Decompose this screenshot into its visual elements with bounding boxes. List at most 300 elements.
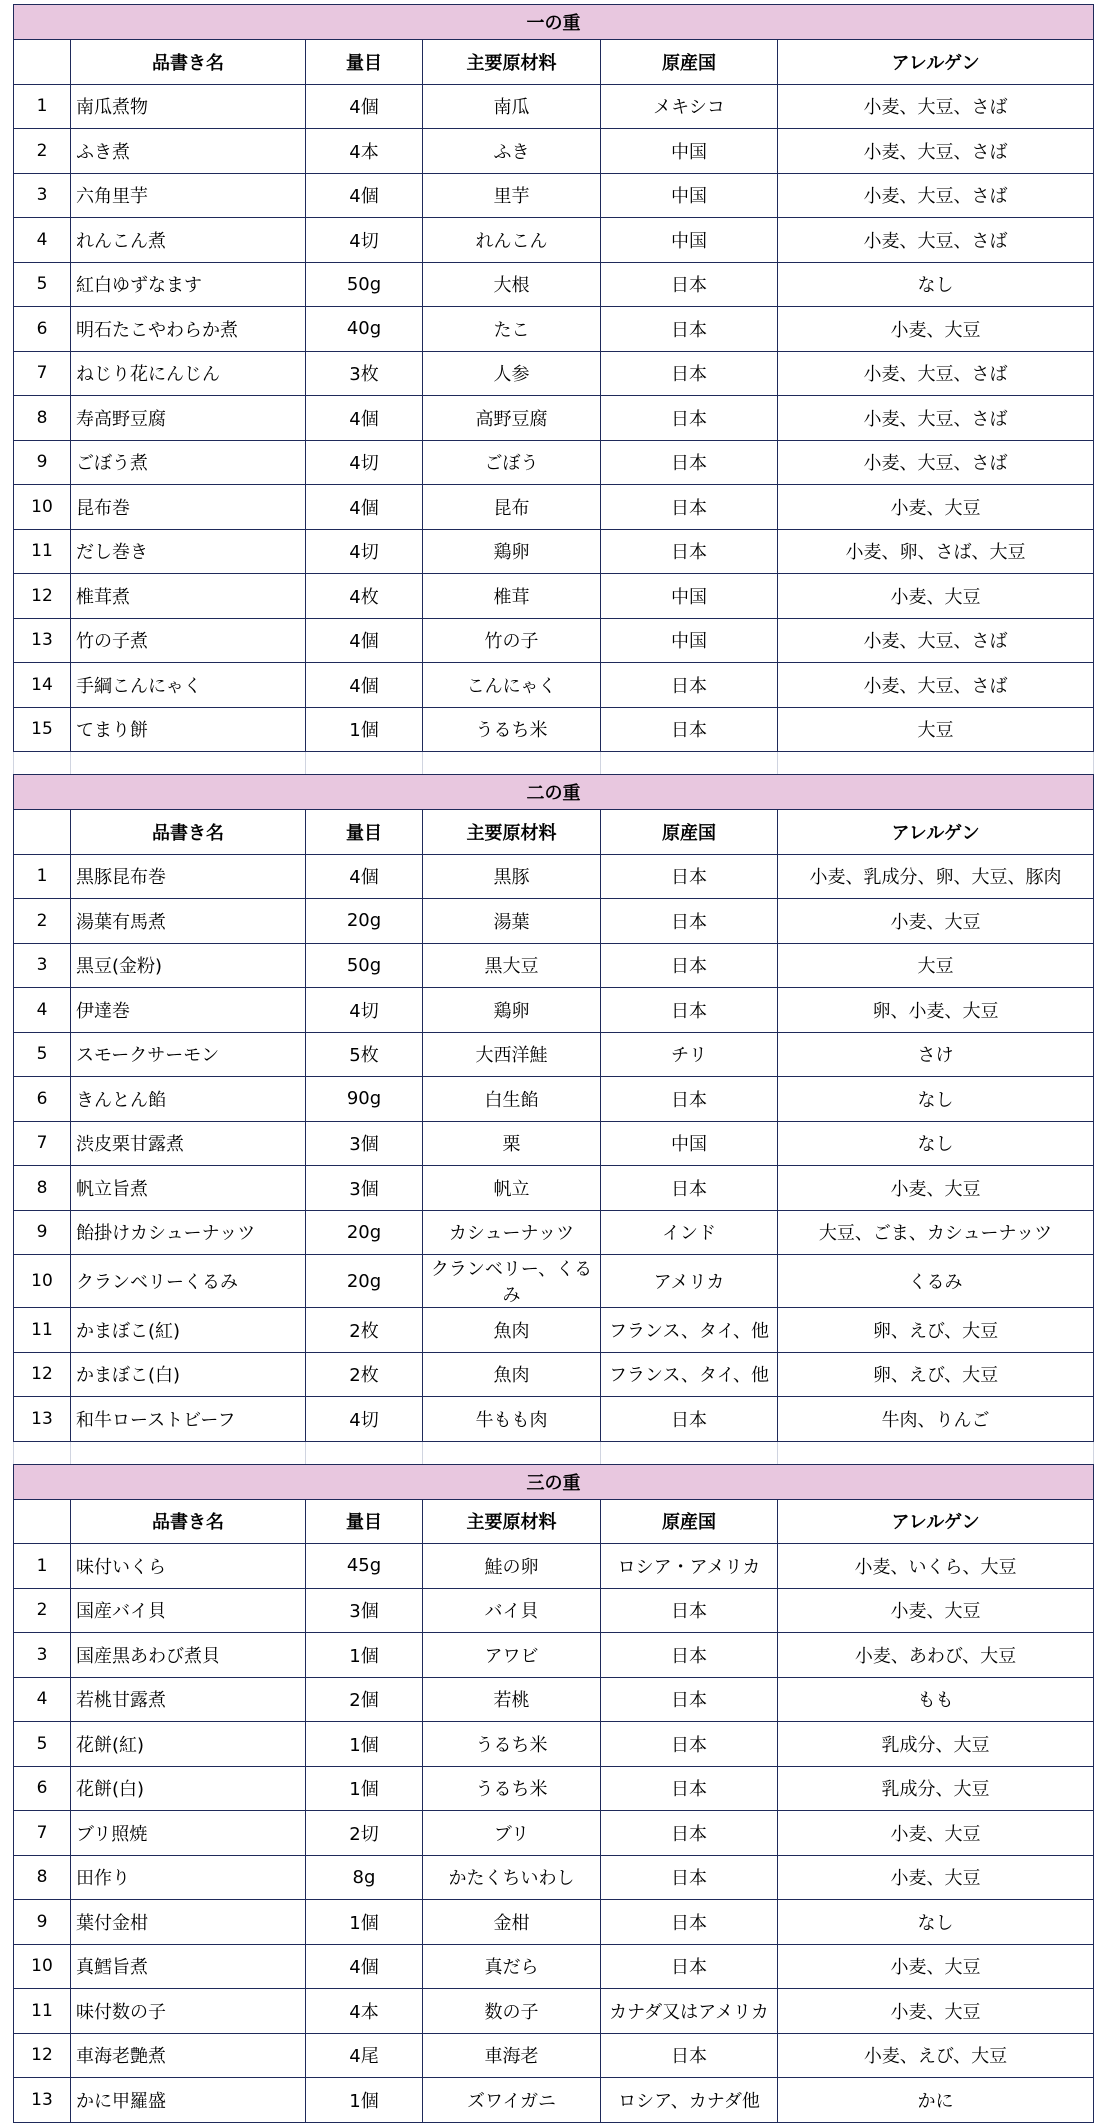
cell-qty: 3個	[306, 1166, 423, 1211]
table-row	[14, 1766, 1094, 1811]
cell-qty: 20g	[306, 1210, 423, 1255]
cell-origin: 日本	[601, 943, 778, 988]
cell-material: 黒豚	[423, 854, 601, 899]
cell-allergen: 小麦、大豆、さば	[778, 173, 1094, 218]
cell-name: れんこん煮	[71, 218, 306, 263]
cell-no: 2	[14, 1588, 71, 1633]
cell-qty: 4個	[306, 84, 423, 129]
cell-name: 飴掛けカシューナッツ	[71, 1210, 306, 1255]
cell-no: 9	[14, 1900, 71, 1945]
cell-material: 里芋	[423, 173, 601, 218]
cell-material: 魚肉	[423, 1352, 601, 1397]
cell-allergen: 小麦、えび、大豆	[778, 2033, 1094, 2078]
cell-name: 寿高野豆腐	[71, 396, 306, 441]
cell-qty: 20g	[306, 899, 423, 944]
cell-allergen: 小麦、大豆	[778, 1588, 1094, 1633]
cell-name: スモークサーモン	[71, 1032, 306, 1077]
cell-no: 12	[14, 1352, 71, 1397]
cell-allergen: 卵、えび、大豆	[778, 1308, 1094, 1353]
table-row	[14, 1077, 1094, 1122]
cell-qty: 4切	[306, 218, 423, 263]
cell-qty: 8g	[306, 1855, 423, 1900]
cell-allergen: もも	[778, 1677, 1094, 1722]
cell-material: 数の子	[423, 1989, 601, 2034]
cell-allergen: なし	[778, 1121, 1094, 1166]
cell-material: ふき	[423, 129, 601, 174]
table-row	[14, 1722, 1094, 1767]
cell-allergen: なし	[778, 262, 1094, 307]
cell-name: 花餅(白)	[71, 1766, 306, 1811]
cell-origin: 日本	[601, 1077, 778, 1122]
spacer-cell	[423, 1441, 601, 1464]
cell-material: 鶏卵	[423, 529, 601, 574]
cell-allergen: 乳成分、大豆	[778, 1722, 1094, 1767]
cell-no: 4	[14, 218, 71, 263]
cell-name: だし巻き	[71, 529, 306, 574]
cell-no: 6	[14, 307, 71, 352]
spacer-cell	[601, 752, 778, 775]
cell-origin: 日本	[601, 1766, 778, 1811]
cell-no: 6	[14, 1766, 71, 1811]
cell-material: 高野豆腐	[423, 396, 601, 441]
cell-allergen: 小麦、大豆	[778, 574, 1094, 619]
cell-name: 和牛ローストビーフ	[71, 1397, 306, 1442]
table-row	[14, 1677, 1094, 1722]
column-header-no	[14, 40, 71, 85]
cell-qty: 90g	[306, 1077, 423, 1122]
cell-allergen: さけ	[778, 1032, 1094, 1077]
cell-origin: 中国	[601, 218, 778, 263]
cell-no: 10	[14, 485, 71, 530]
cell-material: 黒大豆	[423, 943, 601, 988]
cell-qty: 1個	[306, 1900, 423, 1945]
cell-name: 明石たこやわらか煮	[71, 307, 306, 352]
cell-qty: 4本	[306, 129, 423, 174]
cell-material: ごぼう	[423, 440, 601, 485]
cell-origin: 日本	[601, 854, 778, 899]
cell-name: ねじり花にんじん	[71, 351, 306, 396]
section-spacer	[14, 752, 1094, 775]
cell-no: 1	[14, 854, 71, 899]
cell-qty: 50g	[306, 943, 423, 988]
table-row	[14, 1544, 1094, 1589]
table-row	[14, 1308, 1094, 1353]
column-header-name: 品書き名	[71, 1499, 306, 1544]
cell-allergen: 卵、えび、大豆	[778, 1352, 1094, 1397]
cell-allergen: 小麦、大豆、さば	[778, 84, 1094, 129]
cell-origin: 日本	[601, 1811, 778, 1856]
cell-no: 10	[14, 1944, 71, 1989]
cell-material: うるち米	[423, 1766, 601, 1811]
cell-qty: 1個	[306, 1722, 423, 1767]
spacer-cell	[778, 752, 1094, 775]
cell-name: 南瓜煮物	[71, 84, 306, 129]
column-header-allergen: アレルゲン	[778, 1499, 1094, 1544]
spacer-cell	[601, 1441, 778, 1464]
cell-no: 7	[14, 1121, 71, 1166]
cell-origin: 日本	[601, 1900, 778, 1945]
cell-material: 南瓜	[423, 84, 601, 129]
table-row	[14, 173, 1094, 218]
table-row	[14, 1588, 1094, 1633]
table-row	[14, 1352, 1094, 1397]
table-row	[14, 1166, 1094, 1211]
column-header-row	[14, 40, 1094, 85]
cell-material: 栗	[423, 1121, 601, 1166]
cell-name: クランベリーくるみ	[71, 1255, 306, 1308]
cell-origin: 日本	[601, 351, 778, 396]
table-row	[14, 618, 1094, 663]
cell-name: てまり餅	[71, 707, 306, 752]
cell-name: 昆布巻	[71, 485, 306, 530]
table-row	[14, 1811, 1094, 1856]
spacer-cell	[14, 1441, 71, 1464]
cell-qty: 20g	[306, 1255, 423, 1308]
cell-qty: 50g	[306, 262, 423, 307]
table-row	[14, 943, 1094, 988]
cell-qty: 1個	[306, 1766, 423, 1811]
cell-material: 竹の子	[423, 618, 601, 663]
cell-qty: 1個	[306, 1633, 423, 1678]
table-row	[14, 485, 1094, 530]
section-title: 一の重	[14, 5, 1094, 40]
table-row	[14, 1210, 1094, 1255]
cell-no: 1	[14, 1544, 71, 1589]
cell-no: 3	[14, 1633, 71, 1678]
column-header-qty: 量目	[306, 1499, 423, 1544]
menu-sheet	[13, 4, 1093, 2123]
cell-allergen: 小麦、大豆	[778, 307, 1094, 352]
cell-qty: 4切	[306, 529, 423, 574]
cell-material: アワビ	[423, 1633, 601, 1678]
cell-allergen: 小麦、卵、さば、大豆	[778, 529, 1094, 574]
column-header-qty: 量目	[306, 40, 423, 85]
cell-name: かに甲羅盛	[71, 2078, 306, 2123]
cell-name: 伊達巻	[71, 988, 306, 1033]
cell-name: ごぼう煮	[71, 440, 306, 485]
cell-qty: 40g	[306, 307, 423, 352]
table-row	[14, 988, 1094, 1033]
cell-allergen: 大豆、ごま、カシューナッツ	[778, 1210, 1094, 1255]
cell-allergen: 小麦、大豆、さば	[778, 663, 1094, 708]
cell-origin: 中国	[601, 1121, 778, 1166]
cell-no: 7	[14, 1811, 71, 1856]
cell-name: 六角里芋	[71, 173, 306, 218]
table-body	[14, 5, 1094, 2123]
cell-no: 13	[14, 1397, 71, 1442]
cell-origin: 日本	[601, 988, 778, 1033]
cell-material: 人参	[423, 351, 601, 396]
cell-no: 8	[14, 1166, 71, 1211]
cell-allergen: なし	[778, 1900, 1094, 1945]
spacer-cell	[306, 752, 423, 775]
cell-material: カシューナッツ	[423, 1210, 601, 1255]
spacer-cell	[71, 752, 306, 775]
cell-allergen: 小麦、大豆、さば	[778, 440, 1094, 485]
cell-no: 15	[14, 707, 71, 752]
table-row	[14, 307, 1094, 352]
cell-qty: 4本	[306, 1989, 423, 2034]
cell-no: 6	[14, 1077, 71, 1122]
cell-no: 13	[14, 2078, 71, 2123]
cell-material: れんこん	[423, 218, 601, 263]
table-row	[14, 1397, 1094, 1442]
column-header-material: 主要原材料	[423, 810, 601, 855]
cell-allergen: くるみ	[778, 1255, 1094, 1308]
cell-material: 湯葉	[423, 899, 601, 944]
cell-origin: 日本	[601, 1633, 778, 1678]
cell-allergen: 小麦、大豆	[778, 485, 1094, 530]
cell-name: 車海老艶煮	[71, 2033, 306, 2078]
cell-origin: 日本	[601, 707, 778, 752]
spacer-cell	[71, 1441, 306, 1464]
cell-material: 金柑	[423, 1900, 601, 1945]
cell-name: 黒豆(金粉)	[71, 943, 306, 988]
cell-name: 味付数の子	[71, 1989, 306, 2034]
cell-material: ズワイガニ	[423, 2078, 601, 2123]
cell-qty: 4切	[306, 1397, 423, 1442]
cell-allergen: 大豆	[778, 707, 1094, 752]
cell-origin: 日本	[601, 307, 778, 352]
cell-name: 帆立旨煮	[71, 1166, 306, 1211]
table-row	[14, 1121, 1094, 1166]
cell-name: ふき煮	[71, 129, 306, 174]
cell-qty: 4個	[306, 396, 423, 441]
column-header-qty: 量目	[306, 810, 423, 855]
cell-no: 13	[14, 618, 71, 663]
cell-allergen: 小麦、いくら、大豆	[778, 1544, 1094, 1589]
cell-qty: 1個	[306, 707, 423, 752]
table-row	[14, 440, 1094, 485]
cell-name: 竹の子煮	[71, 618, 306, 663]
cell-name: 国産黒あわび煮貝	[71, 1633, 306, 1678]
cell-material: 白生餡	[423, 1077, 601, 1122]
table-row	[14, 1032, 1094, 1077]
cell-origin: 日本	[601, 262, 778, 307]
table-row	[14, 1989, 1094, 2034]
cell-no: 12	[14, 574, 71, 619]
cell-allergen: 小麦、大豆、さば	[778, 396, 1094, 441]
cell-no: 14	[14, 663, 71, 708]
cell-material: 真だら	[423, 1944, 601, 1989]
cell-material: バイ貝	[423, 1588, 601, 1633]
spacer-cell	[423, 752, 601, 775]
cell-material: ブリ	[423, 1811, 601, 1856]
cell-allergen: 乳成分、大豆	[778, 1766, 1094, 1811]
spacer-cell	[14, 752, 71, 775]
table-row	[14, 1900, 1094, 1945]
cell-qty: 4個	[306, 854, 423, 899]
cell-origin: 日本	[601, 1944, 778, 1989]
table-row	[14, 899, 1094, 944]
cell-qty: 4切	[306, 440, 423, 485]
cell-material: かたくちいわし	[423, 1855, 601, 1900]
table-row	[14, 574, 1094, 619]
cell-name: 花餅(紅)	[71, 1722, 306, 1767]
cell-qty: 5枚	[306, 1032, 423, 1077]
cell-no: 7	[14, 351, 71, 396]
cell-no: 11	[14, 529, 71, 574]
cell-allergen: 小麦、大豆、さば	[778, 218, 1094, 263]
cell-material: 牛もも肉	[423, 1397, 601, 1442]
cell-name: 紅白ゆずなます	[71, 262, 306, 307]
cell-origin: 日本	[601, 485, 778, 530]
cell-no: 5	[14, 1722, 71, 1767]
cell-name: 国産バイ貝	[71, 1588, 306, 1633]
cell-qty: 2個	[306, 1677, 423, 1722]
cell-origin: アメリカ	[601, 1255, 778, 1308]
column-header-name: 品書き名	[71, 40, 306, 85]
spacer-cell	[306, 1441, 423, 1464]
cell-no: 5	[14, 262, 71, 307]
cell-material: 昆布	[423, 485, 601, 530]
cell-allergen: 小麦、大豆	[778, 899, 1094, 944]
column-header-allergen: アレルゲン	[778, 810, 1094, 855]
column-header-no	[14, 1499, 71, 1544]
cell-name: きんとん餡	[71, 1077, 306, 1122]
column-header-row	[14, 810, 1094, 855]
cell-qty: 4尾	[306, 2033, 423, 2078]
cell-allergen: かに	[778, 2078, 1094, 2123]
cell-allergen: 小麦、大豆	[778, 1944, 1094, 1989]
cell-material: 大根	[423, 262, 601, 307]
cell-origin: 日本	[601, 1722, 778, 1767]
table-row	[14, 262, 1094, 307]
cell-origin: 日本	[601, 440, 778, 485]
cell-qty: 2枚	[306, 1308, 423, 1353]
cell-qty: 3個	[306, 1121, 423, 1166]
cell-no: 8	[14, 396, 71, 441]
cell-no: 11	[14, 1989, 71, 2034]
cell-allergen: なし	[778, 1077, 1094, 1122]
table-row	[14, 529, 1094, 574]
cell-name: 葉付金柑	[71, 1900, 306, 1945]
cell-name: ブリ照焼	[71, 1811, 306, 1856]
table-row	[14, 1855, 1094, 1900]
cell-origin: 中国	[601, 129, 778, 174]
cell-no: 5	[14, 1032, 71, 1077]
cell-origin: 日本	[601, 396, 778, 441]
cell-allergen: 小麦、大豆	[778, 1811, 1094, 1856]
cell-name: かまぼこ(紅)	[71, 1308, 306, 1353]
cell-origin: 日本	[601, 1855, 778, 1900]
cell-allergen: 小麦、大豆、さば	[778, 351, 1094, 396]
cell-qty: 1個	[306, 2078, 423, 2123]
cell-qty: 3枚	[306, 351, 423, 396]
cell-allergen: 小麦、大豆	[778, 1989, 1094, 2034]
cell-origin: 日本	[601, 529, 778, 574]
cell-material: 魚肉	[423, 1308, 601, 1353]
cell-material: こんにゃく	[423, 663, 601, 708]
cell-material: 椎茸	[423, 574, 601, 619]
table-row	[14, 2033, 1094, 2078]
table-row	[14, 1633, 1094, 1678]
cell-name: 椎茸煮	[71, 574, 306, 619]
cell-origin: メキシコ	[601, 84, 778, 129]
cell-name: 真鱈旨煮	[71, 1944, 306, 1989]
table-row	[14, 1255, 1094, 1308]
cell-material: たこ	[423, 307, 601, 352]
cell-origin: フランス、タイ、他	[601, 1308, 778, 1353]
cell-qty: 4個	[306, 618, 423, 663]
cell-origin: 日本	[601, 1166, 778, 1211]
cell-name: 手綱こんにゃく	[71, 663, 306, 708]
column-header-row	[14, 1499, 1094, 1544]
table-row	[14, 854, 1094, 899]
cell-no: 9	[14, 440, 71, 485]
cell-origin: ロシア・アメリカ	[601, 1544, 778, 1589]
cell-name: 渋皮栗甘露煮	[71, 1121, 306, 1166]
section-title: 二の重	[14, 775, 1094, 810]
section-title-row	[14, 5, 1094, 40]
table-row	[14, 84, 1094, 129]
cell-name: 湯葉有馬煮	[71, 899, 306, 944]
cell-qty: 4個	[306, 1944, 423, 1989]
cell-qty: 4個	[306, 173, 423, 218]
cell-origin: 中国	[601, 618, 778, 663]
cell-no: 4	[14, 1677, 71, 1722]
cell-name: 若桃甘露煮	[71, 1677, 306, 1722]
column-header-origin: 原産国	[601, 40, 778, 85]
cell-allergen: 小麦、大豆、さば	[778, 129, 1094, 174]
section-spacer	[14, 1441, 1094, 1464]
column-header-material: 主要原材料	[423, 1499, 601, 1544]
cell-no: 10	[14, 1255, 71, 1308]
section-title-row	[14, 775, 1094, 810]
cell-material: うるち米	[423, 1722, 601, 1767]
cell-origin: 日本	[601, 1397, 778, 1442]
cell-name: 味付いくら	[71, 1544, 306, 1589]
table-row	[14, 396, 1094, 441]
cell-no: 3	[14, 943, 71, 988]
cell-material: 帆立	[423, 1166, 601, 1211]
cell-material: 鶏卵	[423, 988, 601, 1033]
cell-origin: 日本	[601, 1677, 778, 1722]
section-title: 三の重	[14, 1464, 1094, 1499]
cell-allergen: 小麦、大豆	[778, 1166, 1094, 1211]
cell-material: 大西洋鮭	[423, 1032, 601, 1077]
table-row	[14, 707, 1094, 752]
cell-allergen: 小麦、乳成分、卵、大豆、豚肉	[778, 854, 1094, 899]
cell-material: クランベリー、くるみ	[423, 1255, 601, 1308]
cell-name: 黒豚昆布巻	[71, 854, 306, 899]
cell-origin: 日本	[601, 663, 778, 708]
cell-qty: 3個	[306, 1588, 423, 1633]
cell-origin: インド	[601, 1210, 778, 1255]
cell-origin: ロシア、カナダ他	[601, 2078, 778, 2123]
cell-material: うるち米	[423, 707, 601, 752]
section-title-row	[14, 1464, 1094, 1499]
cell-material: 鮭の卵	[423, 1544, 601, 1589]
cell-allergen: 大豆	[778, 943, 1094, 988]
cell-qty: 2切	[306, 1811, 423, 1856]
cell-allergen: 小麦、あわび、大豆	[778, 1633, 1094, 1678]
cell-allergen: 牛肉、りんご	[778, 1397, 1094, 1442]
osechi-menu-table	[13, 4, 1094, 2123]
column-header-no	[14, 810, 71, 855]
cell-no: 3	[14, 173, 71, 218]
column-header-name: 品書き名	[71, 810, 306, 855]
cell-no: 4	[14, 988, 71, 1033]
cell-origin: フランス、タイ、他	[601, 1352, 778, 1397]
table-row	[14, 2078, 1094, 2123]
cell-origin: 中国	[601, 574, 778, 619]
column-header-allergen: アレルゲン	[778, 40, 1094, 85]
cell-allergen: 小麦、大豆、さば	[778, 618, 1094, 663]
spacer-cell	[778, 1441, 1094, 1464]
cell-origin: カナダ又はアメリカ	[601, 1989, 778, 2034]
cell-qty: 4個	[306, 485, 423, 530]
